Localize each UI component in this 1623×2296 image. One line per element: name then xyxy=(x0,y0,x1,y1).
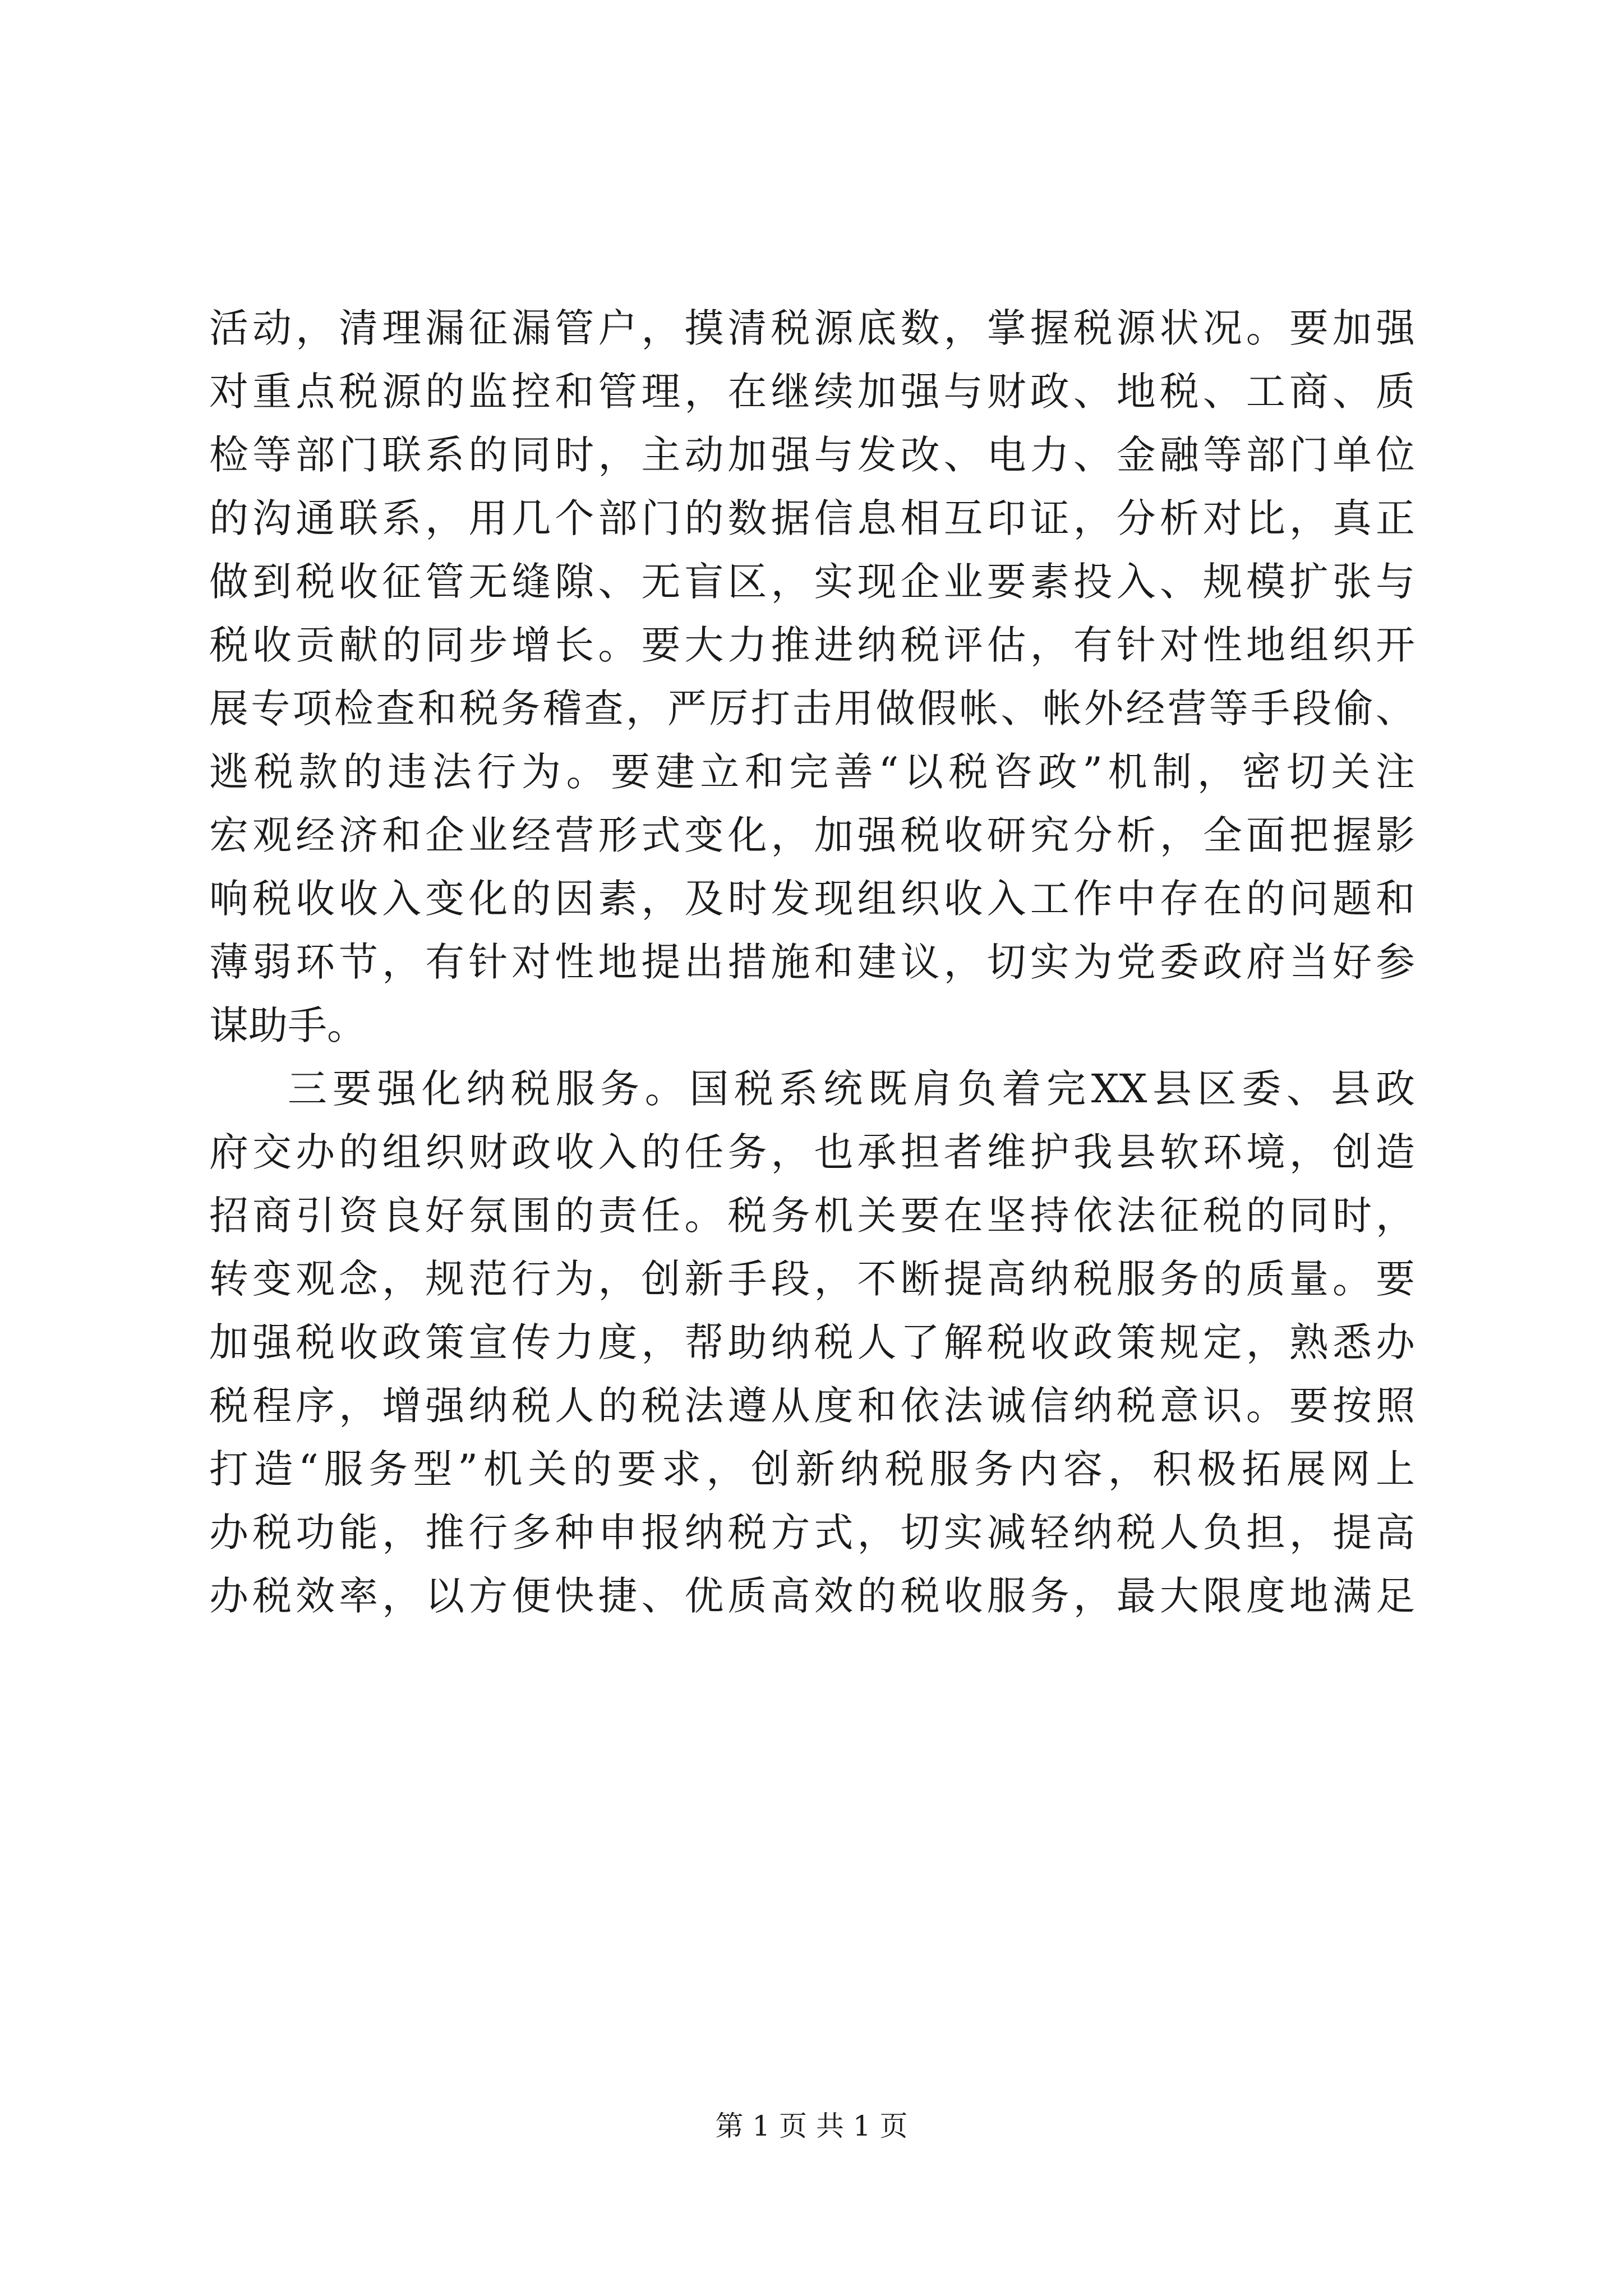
paragraph-line: 加强税收政策宣传力度，帮助纳税人了解税收政策规定，熟悉办 xyxy=(209,1319,1415,1365)
paragraph-line: 办税功能，推行多种申报纳税方式，切实减轻纳税人负担，提高 xyxy=(209,1510,1415,1556)
paragraph-line: 宏观经济和企业经营形式变化，加强税收研究分析，全面把握影 xyxy=(209,812,1415,858)
paragraph-line: 响税收收入变化的因素，及时发现组织收入工作中存在的问题和 xyxy=(209,876,1415,922)
paragraph-line: 展专项检查和税务稽查，严厉打击用做假帐、帐外经营等手段偷、 xyxy=(209,685,1415,731)
paragraph-line: 转变观念，规范行为，创新手段，不断提高纳税服务的质量。要 xyxy=(209,1256,1415,1302)
paragraph-line: 打造“服务型”机关的要求，创新纳税服务内容，积极拓展网上 xyxy=(209,1446,1415,1492)
paragraph-line: 谋助手。 xyxy=(209,1002,366,1048)
paragraph-line: 办税效率，以方便快捷、优质高效的税收服务，最大限度地满足 xyxy=(209,1573,1415,1619)
paragraph-line: 府交办的组织财政收入的任务，也承担者维护我县软环境，创造 xyxy=(209,1129,1415,1175)
paragraph-line: 的沟通联系，用几个部门的数据信息相互印证，分析对比，真正 xyxy=(209,495,1415,541)
paragraph-line: 做到税收征管无缝隙、无盲区，实现企业要素投入、规模扩张与 xyxy=(209,559,1415,605)
paragraph-line: 检等部门联系的同时，主动加强与发改、电力、金融等部门单位 xyxy=(209,432,1415,478)
paragraph-line: 薄弱环节，有针对性地提出措施和建议，切实为党委政府当好参 xyxy=(209,939,1415,985)
paragraph-line: 逃税款的违法行为。要建立和完善“以税咨政”机制，密切关注 xyxy=(209,749,1415,795)
page-footer: 第 1 页 共 1 页 xyxy=(715,2110,908,2142)
paragraph-line: 招商引资良好氛围的责任。税务机关要在坚持依法征税的同时， xyxy=(209,1193,1415,1239)
paragraph-line: 税收贡献的同步增长。要大力推进纳税评估，有针对性地组织开 xyxy=(209,622,1415,668)
paragraph-first-line: 三要强化纳税服务。国税系统既肩负着完XX县区委、县政 xyxy=(288,1066,1415,1112)
paragraph-line: 税程序，增强纳税人的税法遵从度和依法诚信纳税意识。要按照 xyxy=(209,1383,1415,1429)
paragraph-line: 对重点税源的监控和管理，在继续加强与财政、地税、工商、质 xyxy=(209,369,1415,415)
paragraph-line: 活动，清理漏征漏管户，摸清税源底数，掌握税源状况。要加强 xyxy=(209,305,1415,351)
